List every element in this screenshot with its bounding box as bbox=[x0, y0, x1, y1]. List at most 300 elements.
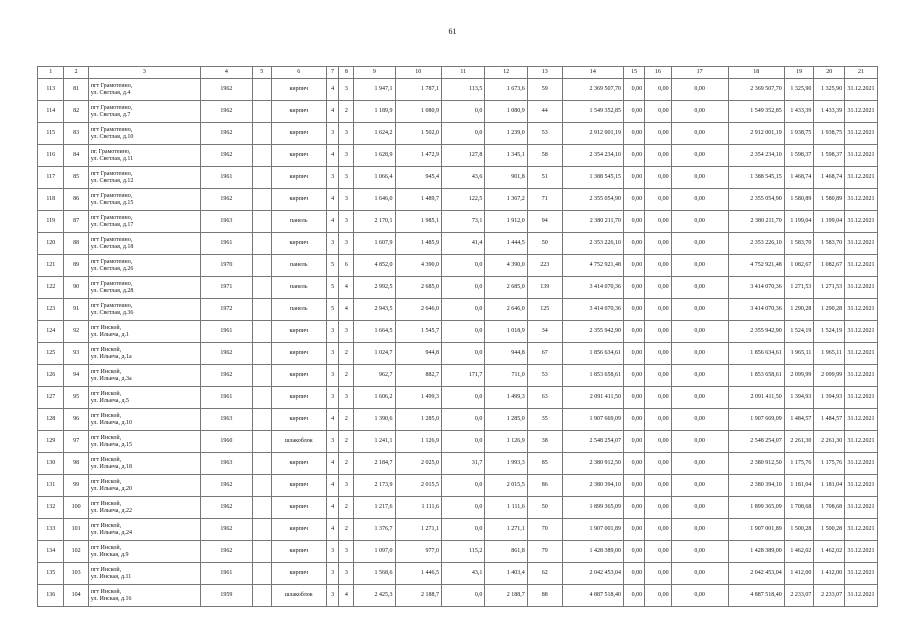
table-cell: 0,0 bbox=[442, 585, 485, 607]
table-cell: 3 bbox=[339, 387, 354, 409]
table-cell: 53 bbox=[527, 123, 562, 145]
table-cell: 4 bbox=[326, 101, 339, 123]
table-cell: 0,00 bbox=[645, 541, 671, 563]
table-cell: кирпич bbox=[271, 189, 326, 211]
table-cell: 2 355 054,90 bbox=[562, 189, 623, 211]
table-cell: 1 082,67 bbox=[784, 255, 814, 277]
table-cell bbox=[88, 101, 200, 123]
table-cell: 95 bbox=[64, 387, 88, 409]
table-row bbox=[38, 101, 878, 123]
table-cell: 4 bbox=[339, 277, 354, 299]
table-cell: 0,00 bbox=[624, 79, 645, 101]
table-cell: 133 bbox=[38, 519, 64, 541]
table-cell: 0,00 bbox=[624, 277, 645, 299]
column-header: 15 bbox=[624, 67, 645, 79]
table-row bbox=[38, 167, 878, 189]
table-cell: 0,0 bbox=[442, 431, 485, 453]
table-cell bbox=[88, 519, 200, 541]
table-cell: 944,8 bbox=[395, 343, 442, 365]
table-cell: 1 856 634,61 bbox=[728, 343, 784, 365]
header-row bbox=[38, 67, 878, 79]
table-cell: 67 bbox=[527, 343, 562, 365]
table-cell bbox=[252, 519, 271, 541]
address-line: пгт Инской, bbox=[90, 456, 122, 463]
table-cell bbox=[88, 123, 200, 145]
table-cell bbox=[252, 277, 271, 299]
table-cell: 0,00 bbox=[624, 387, 645, 409]
table-cell: 0,00 bbox=[645, 475, 671, 497]
address-line: ул. Ильича, д.5 bbox=[90, 397, 130, 404]
column-header: 14 bbox=[562, 67, 623, 79]
table-cell: 1 126,9 bbox=[485, 431, 527, 453]
table-cell: 93 bbox=[64, 343, 88, 365]
table-cell: 2 188,7 bbox=[485, 585, 527, 607]
table-cell: 0,0 bbox=[442, 497, 485, 519]
table-cell bbox=[252, 233, 271, 255]
table-cell: 1 985,1 bbox=[395, 211, 442, 233]
table-cell: 1963 bbox=[200, 453, 252, 475]
table-cell: 59 bbox=[527, 79, 562, 101]
column-header: 12 bbox=[485, 67, 527, 79]
address-line: ул. Светлая, д.18 bbox=[90, 243, 134, 250]
table-cell: 89 bbox=[64, 255, 88, 277]
table-row bbox=[38, 431, 878, 453]
table-cell: 1 708,68 bbox=[814, 497, 845, 519]
table-cell: 125 bbox=[38, 343, 64, 365]
table-cell bbox=[252, 563, 271, 585]
table-cell: 0,00 bbox=[645, 79, 671, 101]
table-cell: 0,00 bbox=[624, 233, 645, 255]
table-cell: 0,00 bbox=[624, 189, 645, 211]
table-cell: 1 285,0 bbox=[485, 409, 527, 431]
address-line: ул. Светлая, д.26 bbox=[90, 265, 134, 272]
table-cell: 1 290,28 bbox=[814, 299, 845, 321]
table-cell: 0,00 bbox=[671, 79, 728, 101]
table-cell: 1 500,28 bbox=[814, 519, 845, 541]
address-line: пгт Инской, bbox=[90, 566, 122, 573]
table-cell: 0,00 bbox=[671, 585, 728, 607]
table-cell: 31.12.2021 bbox=[845, 387, 878, 409]
table-cell: 0,00 bbox=[671, 541, 728, 563]
table-cell: 1 912,0 bbox=[485, 211, 527, 233]
table-cell: 5 bbox=[326, 255, 339, 277]
address-line: ул. Ильича, д.24 bbox=[90, 529, 133, 536]
table-cell: 31.12.2021 bbox=[845, 101, 878, 123]
table-cell: 124 bbox=[38, 321, 64, 343]
table-cell: 0,00 bbox=[645, 277, 671, 299]
table-cell bbox=[252, 585, 271, 607]
table-cell: 0,00 bbox=[624, 541, 645, 563]
table-cell: 1 907 001,89 bbox=[562, 519, 623, 541]
table-cell: 100 bbox=[64, 497, 88, 519]
table-cell: 1 500,28 bbox=[784, 519, 814, 541]
table-cell: 1 271,1 bbox=[395, 519, 442, 541]
table-cell: 102 bbox=[64, 541, 88, 563]
table-cell: 1960 bbox=[200, 431, 252, 453]
column-header: 20 bbox=[814, 67, 845, 79]
table-cell: 88 bbox=[527, 585, 562, 607]
column-header: 2 bbox=[64, 67, 88, 79]
table-cell: 1962 bbox=[200, 123, 252, 145]
table-cell bbox=[88, 211, 200, 233]
table-cell: 1962 bbox=[200, 145, 252, 167]
table-cell: 3 bbox=[326, 541, 339, 563]
table-cell: 0,0 bbox=[442, 343, 485, 365]
table-cell: 2 bbox=[339, 497, 354, 519]
table-cell: 223 bbox=[527, 255, 562, 277]
table-cell: 4 bbox=[326, 519, 339, 541]
table-cell: 4 752 921,48 bbox=[562, 255, 623, 277]
table-cell bbox=[88, 167, 200, 189]
table-cell: 31.12.2021 bbox=[845, 233, 878, 255]
table-cell bbox=[252, 453, 271, 475]
table-cell: 31.12.2021 bbox=[845, 145, 878, 167]
table-cell: 31.12.2021 bbox=[845, 123, 878, 145]
column-header: 7 bbox=[326, 67, 339, 79]
table-cell: 1 485,9 bbox=[395, 233, 442, 255]
table-cell: 84 bbox=[64, 145, 88, 167]
address-line: пгт Инской, bbox=[90, 434, 122, 441]
table-cell: 2 bbox=[339, 409, 354, 431]
table-cell: 0,00 bbox=[645, 453, 671, 475]
column-header: 21 bbox=[845, 67, 878, 79]
table-cell: 4 390,0 bbox=[485, 255, 527, 277]
table-cell: 2 099,99 bbox=[784, 365, 814, 387]
table-cell: 51 bbox=[527, 167, 562, 189]
table-cell: 50 bbox=[527, 497, 562, 519]
table-cell: 1 175,76 bbox=[784, 453, 814, 475]
address-line: пгт Грамотеино, bbox=[90, 258, 133, 265]
table-cell: 0,00 bbox=[645, 321, 671, 343]
table-cell: 3 bbox=[339, 563, 354, 585]
table-cell: 2 042 453,04 bbox=[728, 563, 784, 585]
table-cell: 31.12.2021 bbox=[845, 211, 878, 233]
table-cell: кирпич bbox=[271, 475, 326, 497]
table-cell bbox=[88, 277, 200, 299]
table-cell: 1 899 365,09 bbox=[562, 497, 623, 519]
table-cell: 0,00 bbox=[671, 321, 728, 343]
table-cell bbox=[252, 409, 271, 431]
table-cell: 1 433,39 bbox=[784, 101, 814, 123]
table-cell: 114 bbox=[38, 101, 64, 123]
table-cell bbox=[88, 233, 200, 255]
table-cell: 35 bbox=[527, 409, 562, 431]
table-cell: 1 628,9 bbox=[354, 145, 395, 167]
table-cell: 1 394,93 bbox=[814, 387, 845, 409]
table-cell: 2 380 912,50 bbox=[728, 453, 784, 475]
column-header: 6 bbox=[271, 67, 326, 79]
table-cell: 2 548 254,07 bbox=[562, 431, 623, 453]
table-cell bbox=[88, 299, 200, 321]
table-cell: шлакоблок bbox=[271, 431, 326, 453]
table-cell bbox=[88, 409, 200, 431]
table-cell: 0,00 bbox=[645, 563, 671, 585]
table-cell: 1 549 352,85 bbox=[562, 101, 623, 123]
table-cell: 1 412,00 bbox=[814, 563, 845, 585]
table-cell: 1 290,28 bbox=[784, 299, 814, 321]
table-cell: кирпич bbox=[271, 365, 326, 387]
table-cell: 128 bbox=[38, 409, 64, 431]
table-cell: 0,0 bbox=[442, 409, 485, 431]
table-cell bbox=[88, 79, 200, 101]
table-cell bbox=[88, 321, 200, 343]
table-cell: 1 606,2 bbox=[354, 387, 395, 409]
table-cell: 113,5 bbox=[442, 79, 485, 101]
table-cell: кирпич bbox=[271, 167, 326, 189]
table-cell: 2 380 394,10 bbox=[562, 475, 623, 497]
table-cell: 97 bbox=[64, 431, 88, 453]
table-cell: 0,00 bbox=[624, 585, 645, 607]
table-cell: 31.12.2021 bbox=[845, 453, 878, 475]
table-cell: 31.12.2021 bbox=[845, 277, 878, 299]
table-cell: 1 502,0 bbox=[395, 123, 442, 145]
column-header: 18 bbox=[728, 67, 784, 79]
table-cell: 3 414 070,36 bbox=[562, 299, 623, 321]
table-cell: 31.12.2021 bbox=[845, 299, 878, 321]
table-cell: 0,00 bbox=[624, 475, 645, 497]
address-line: пгт Инской, bbox=[90, 478, 122, 485]
table-cell: 0,00 bbox=[624, 453, 645, 475]
table-cell: 0,00 bbox=[645, 409, 671, 431]
table-cell: 3 bbox=[339, 167, 354, 189]
table-cell: 3 bbox=[339, 233, 354, 255]
table-cell: 861,8 bbox=[485, 541, 527, 563]
table-cell bbox=[252, 321, 271, 343]
table-cell: 62 bbox=[527, 563, 562, 585]
housing-table bbox=[37, 66, 878, 607]
table-cell: 43,1 bbox=[442, 563, 485, 585]
table-cell: 127,8 bbox=[442, 145, 485, 167]
table-cell: 2 943,5 bbox=[354, 299, 395, 321]
table-cell: 3 bbox=[339, 541, 354, 563]
table-cell: 1962 bbox=[200, 79, 252, 101]
table-cell: 1 444,5 bbox=[485, 233, 527, 255]
table-cell: 1 568,6 bbox=[354, 563, 395, 585]
table-cell bbox=[88, 189, 200, 211]
table-cell: 0,00 bbox=[671, 211, 728, 233]
address-line: ул. Светлая, д.17 bbox=[90, 221, 134, 228]
table-cell: 1 646,0 bbox=[354, 189, 395, 211]
table-cell: 1 965,11 bbox=[814, 343, 845, 365]
table-cell: 4 390,0 bbox=[395, 255, 442, 277]
table-cell: 83 bbox=[64, 123, 88, 145]
table-cell: 119 bbox=[38, 211, 64, 233]
table-cell: кирпич bbox=[271, 79, 326, 101]
table-cell: 0,00 bbox=[624, 431, 645, 453]
table-cell bbox=[252, 189, 271, 211]
table-cell: 1 126,9 bbox=[395, 431, 442, 453]
table-cell: 136 bbox=[38, 585, 64, 607]
table-cell: 31.12.2021 bbox=[845, 167, 878, 189]
table-cell: 1 241,1 bbox=[354, 431, 395, 453]
table-cell: 977,0 bbox=[395, 541, 442, 563]
table-cell: 4 bbox=[326, 497, 339, 519]
table-cell: 3 bbox=[326, 563, 339, 585]
table-cell: 1970 bbox=[200, 255, 252, 277]
table-cell: 1 583,70 bbox=[784, 233, 814, 255]
address-line: ул. Светлая, д.12 bbox=[90, 177, 134, 184]
table-cell: 31.12.2021 bbox=[845, 541, 878, 563]
table-cell: 0,00 bbox=[671, 123, 728, 145]
table-cell: 94 bbox=[527, 211, 562, 233]
table-cell: 1 097,0 bbox=[354, 541, 395, 563]
table-cell: 0,00 bbox=[624, 123, 645, 145]
table-cell: 91 bbox=[64, 299, 88, 321]
table-cell: 1 856 634,61 bbox=[562, 343, 623, 365]
table-cell bbox=[252, 541, 271, 563]
table-row bbox=[38, 277, 878, 299]
table-cell: 2 646,0 bbox=[395, 299, 442, 321]
table-cell: 1 899 365,09 bbox=[728, 497, 784, 519]
table-cell: 104 bbox=[64, 585, 88, 607]
address-line: пгт Инской, bbox=[90, 588, 122, 595]
table-cell: 1 285,0 bbox=[395, 409, 442, 431]
table-cell: 1 598,37 bbox=[784, 145, 814, 167]
table-cell: 2 184,7 bbox=[354, 453, 395, 475]
table-cell: 41,4 bbox=[442, 233, 485, 255]
table-cell: 90 bbox=[64, 277, 88, 299]
column-header: 3 bbox=[88, 67, 200, 79]
address-line: ул. Ильича, д.15 bbox=[90, 441, 133, 448]
column-header: 4 bbox=[200, 67, 252, 79]
table-cell: 2 bbox=[339, 519, 354, 541]
table-cell: 31.12.2021 bbox=[845, 365, 878, 387]
column-header: 10 bbox=[395, 67, 442, 79]
table-cell: 2 912 001,19 bbox=[562, 123, 623, 145]
table-cell: 2 380 211,70 bbox=[562, 211, 623, 233]
table-cell: 4 887 518,40 bbox=[728, 585, 784, 607]
table-cell: 0,00 bbox=[671, 233, 728, 255]
table-cell: 0,00 bbox=[645, 299, 671, 321]
table-cell: 44 bbox=[527, 101, 562, 123]
table-cell: 2 261,30 bbox=[814, 431, 845, 453]
table-cell: 4 bbox=[326, 189, 339, 211]
table-cell: кирпич bbox=[271, 321, 326, 343]
table-cell: 135 bbox=[38, 563, 64, 585]
table-cell: шлакоблок bbox=[271, 585, 326, 607]
table-cell: 132 bbox=[38, 497, 64, 519]
table-cell: 0,00 bbox=[671, 387, 728, 409]
table-cell: 1963 bbox=[200, 211, 252, 233]
table-cell: 31.12.2021 bbox=[845, 497, 878, 519]
table-row bbox=[38, 255, 878, 277]
table-cell: 103 bbox=[64, 563, 88, 585]
table-row bbox=[38, 299, 878, 321]
table-cell: 73,1 bbox=[442, 211, 485, 233]
table-cell: 118 bbox=[38, 189, 64, 211]
table-cell: 2 354 234,10 bbox=[562, 145, 623, 167]
table-cell: 2 355 942,90 bbox=[562, 321, 623, 343]
table-cell: 1 853 658,61 bbox=[562, 365, 623, 387]
table-cell: 1959 bbox=[200, 585, 252, 607]
table-cell: 1 938,75 bbox=[814, 123, 845, 145]
table-cell: 1 907 001,89 bbox=[728, 519, 784, 541]
table-cell: 0,00 bbox=[645, 101, 671, 123]
address-line: ул. Ильича, д.22 bbox=[90, 507, 133, 514]
table-cell: 1 489,7 bbox=[395, 189, 442, 211]
table-cell: 0,0 bbox=[442, 387, 485, 409]
table-cell: 2 992,5 bbox=[354, 277, 395, 299]
table-cell: 4 bbox=[339, 585, 354, 607]
table-cell: 0,00 bbox=[624, 101, 645, 123]
table-cell: 0,0 bbox=[442, 519, 485, 541]
table-cell: 3 bbox=[326, 343, 339, 365]
table-cell: 0,00 bbox=[671, 431, 728, 453]
address-line: пгт Грамотеино, bbox=[90, 302, 133, 309]
table-cell: 0,00 bbox=[624, 563, 645, 585]
table-cell bbox=[88, 387, 200, 409]
table-cell: 0,00 bbox=[624, 299, 645, 321]
table-cell: 96 bbox=[64, 409, 88, 431]
table-cell: 0,00 bbox=[645, 519, 671, 541]
table-cell: 1 111,6 bbox=[485, 497, 527, 519]
table-cell: 0,00 bbox=[645, 189, 671, 211]
table-cell: 134 bbox=[38, 541, 64, 563]
table-cell: 2 233,07 bbox=[784, 585, 814, 607]
table-cell: 3 bbox=[326, 321, 339, 343]
table-cell: 1 345,1 bbox=[485, 145, 527, 167]
table-cell: 101 bbox=[64, 519, 88, 541]
table-cell: 86 bbox=[64, 189, 88, 211]
table-cell: 2 685,0 bbox=[485, 277, 527, 299]
table-cell: 139 bbox=[527, 277, 562, 299]
table-cell bbox=[88, 563, 200, 585]
table-cell: кирпич bbox=[271, 387, 326, 409]
address-line: ул. Ильича, д.3а bbox=[90, 375, 132, 382]
table-cell: 171,7 bbox=[442, 365, 485, 387]
table-row bbox=[38, 189, 878, 211]
table-cell: 3 bbox=[326, 167, 339, 189]
table-cell: 1 549 352,85 bbox=[728, 101, 784, 123]
table-cell: 99 bbox=[64, 475, 88, 497]
address-line: ул. Инская, д.11 bbox=[90, 573, 132, 580]
table-cell: 3 bbox=[326, 387, 339, 409]
table-cell: 1962 bbox=[200, 189, 252, 211]
table-cell: кирпич bbox=[271, 497, 326, 519]
table-cell: 1 947,1 bbox=[354, 79, 395, 101]
table-cell: 1 080,9 bbox=[395, 101, 442, 123]
address-line: пгт Грамотеино, bbox=[90, 280, 133, 287]
table-cell: 2 353 226,10 bbox=[562, 233, 623, 255]
table-cell: 1 499,3 bbox=[485, 387, 527, 409]
table-cell: 87 bbox=[64, 211, 88, 233]
table-cell: 3 bbox=[339, 321, 354, 343]
table-cell: 2 170,1 bbox=[354, 211, 395, 233]
table-cell: 5 bbox=[326, 277, 339, 299]
table-cell: 2 bbox=[339, 431, 354, 453]
table-cell: 115,2 bbox=[442, 541, 485, 563]
table-cell: 31.12.2021 bbox=[845, 79, 878, 101]
address-line: пгт Инской, bbox=[90, 346, 122, 353]
address-line: пгт Грамотеино, bbox=[90, 214, 133, 221]
column-header: 5 bbox=[252, 67, 271, 79]
table-cell: кирпич bbox=[271, 233, 326, 255]
table-cell: 1 484,57 bbox=[784, 409, 814, 431]
table-cell bbox=[252, 101, 271, 123]
table-cell: 43,6 bbox=[442, 167, 485, 189]
column-header: 11 bbox=[442, 67, 485, 79]
table-cell: 1 271,1 bbox=[485, 519, 527, 541]
table-cell: 1 484,57 bbox=[814, 409, 845, 431]
table-cell: 3 bbox=[326, 123, 339, 145]
table-cell bbox=[252, 431, 271, 453]
table-cell: 3 bbox=[339, 145, 354, 167]
table-cell: кирпич bbox=[271, 519, 326, 541]
table-cell: 0,00 bbox=[624, 167, 645, 189]
table-cell: 1961 bbox=[200, 321, 252, 343]
table-cell: 2 425,3 bbox=[354, 585, 395, 607]
table-cell: 2 646,0 bbox=[485, 299, 527, 321]
